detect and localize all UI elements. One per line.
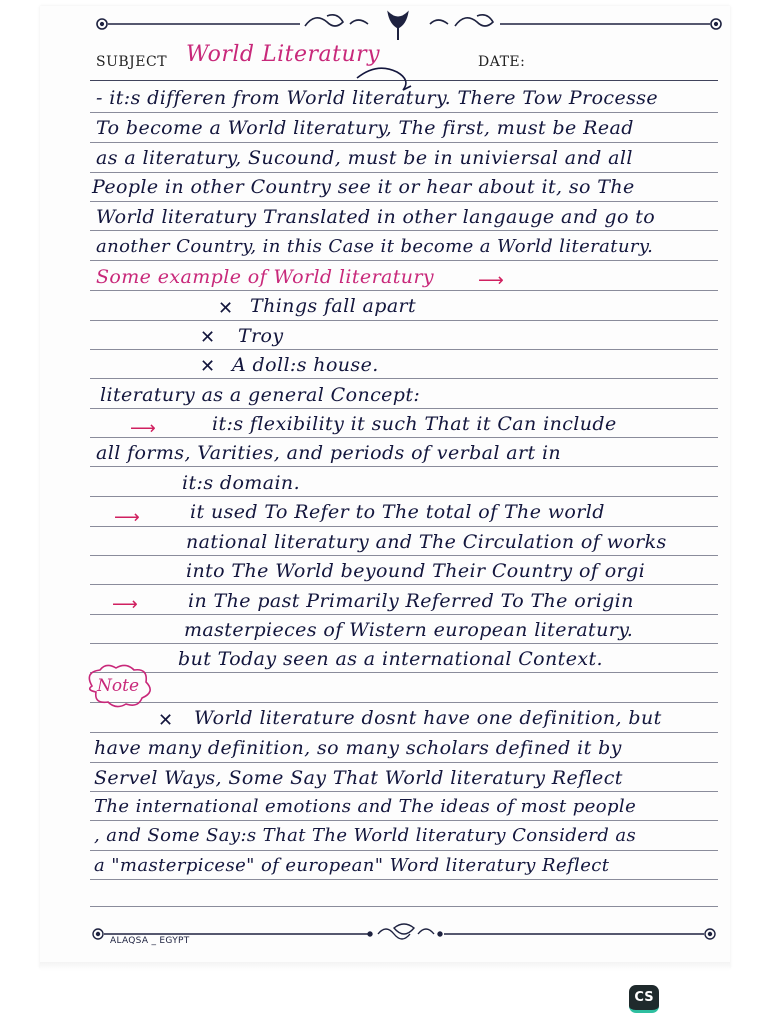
ruled-line (90, 643, 718, 644)
ruled-line (90, 320, 718, 321)
text-line: have many definition, so many scholars defined it by (94, 737, 622, 759)
text-line: masterpieces of Wistern european literatury. (184, 619, 634, 641)
ruled-line (90, 466, 718, 467)
page-edge (40, 962, 730, 970)
ruled-line (90, 496, 718, 497)
text-line: - it:s differen from World literatury. There Tow Processe (96, 87, 659, 109)
footer-brand: ALAQSA _ EGYPT (110, 936, 190, 946)
ruled-line (90, 290, 718, 291)
ruled-line (90, 850, 718, 851)
ruled-line (90, 614, 718, 615)
top-ornament (90, 8, 730, 42)
ruled-line (90, 732, 718, 733)
example-item: A doll:s house. (232, 354, 379, 376)
ruled-line (90, 791, 718, 792)
example-item: Troy (238, 325, 284, 347)
ruled-line (90, 112, 718, 113)
ruled-line (90, 672, 718, 673)
text-line: it:s domain. (182, 472, 301, 494)
text-line: , and Some Say:s That The World literatury Considerd as (94, 825, 637, 846)
bullet-cross-icon: ✕ (200, 327, 216, 348)
ruled-line (90, 879, 718, 880)
ruled-line (90, 906, 718, 907)
text-line: into The World beyound Their Country of orgi (186, 560, 646, 582)
section-heading: literatury as a general Concept: (100, 384, 421, 406)
ruled-line (90, 172, 718, 173)
text-line: it:s flexibility it such That it Can include (212, 413, 617, 435)
ruled-line (90, 437, 718, 438)
text-line: People in other Country see it or hear about it, so The (92, 176, 635, 198)
subject-label: SUBJECT (96, 54, 168, 70)
ruled-line (90, 230, 718, 231)
text-line: it used To Refer to The total of The world (190, 501, 605, 523)
text-line: The international emotions and The ideas of most people (94, 796, 637, 817)
examples-heading: Some example of World literatury (96, 266, 435, 288)
text-line: all forms, Varities, and periods of verbal art in (96, 442, 562, 464)
text-line: national literatury and The Circulation of works (186, 531, 667, 553)
ruled-line (90, 201, 718, 202)
camscanner-badge: CS (629, 985, 659, 1013)
ruled-line (90, 820, 718, 821)
ruled-line (90, 555, 718, 556)
ruled-line (90, 762, 718, 763)
header-rule (90, 80, 718, 81)
example-item: Things fall apart (250, 295, 417, 317)
text-line: To become a World literatury, The first, must be Read (96, 117, 634, 139)
ruled-line (90, 408, 718, 409)
text-line: but Today seen as a international Context. (178, 648, 603, 670)
ruled-line (90, 584, 718, 585)
text-line: another Country, in this Case it become a World literatury. (96, 236, 654, 257)
ruled-line (90, 142, 718, 143)
ruled-line (90, 260, 718, 261)
note-label: Note (97, 676, 140, 696)
ruled-line (90, 526, 718, 527)
text-line: a "masterpicese" of european" Word literatury Reflect (94, 855, 610, 876)
date-label: DATE: (478, 54, 526, 70)
text-line: in The past Primarily Referred To The origin (188, 590, 634, 612)
bullet-cross-icon: ✕ (200, 356, 216, 377)
arrow-icon: ⟶ (112, 594, 138, 615)
arrow-icon: ⟶ (130, 418, 156, 439)
bullet-cross-icon: ✕ (158, 710, 174, 731)
arrow-icon: ⟶ (478, 270, 504, 291)
text-line: World literatury Translated in other langauge and go to (96, 206, 656, 228)
ruled-line (90, 702, 718, 703)
subject-value: World Literatury (186, 42, 381, 67)
text-line: Servel Ways, Some Say That World literatury Reflect (94, 767, 623, 789)
bullet-cross-icon: ✕ (218, 298, 234, 319)
ruled-line (90, 378, 718, 379)
arrow-icon: ⟶ (114, 507, 140, 528)
text-line: as a literatury, Sucound, must be in univiersal and all (96, 147, 633, 169)
ruled-line (90, 349, 718, 350)
text-line: World literature dosnt have one definition, but (194, 707, 662, 729)
